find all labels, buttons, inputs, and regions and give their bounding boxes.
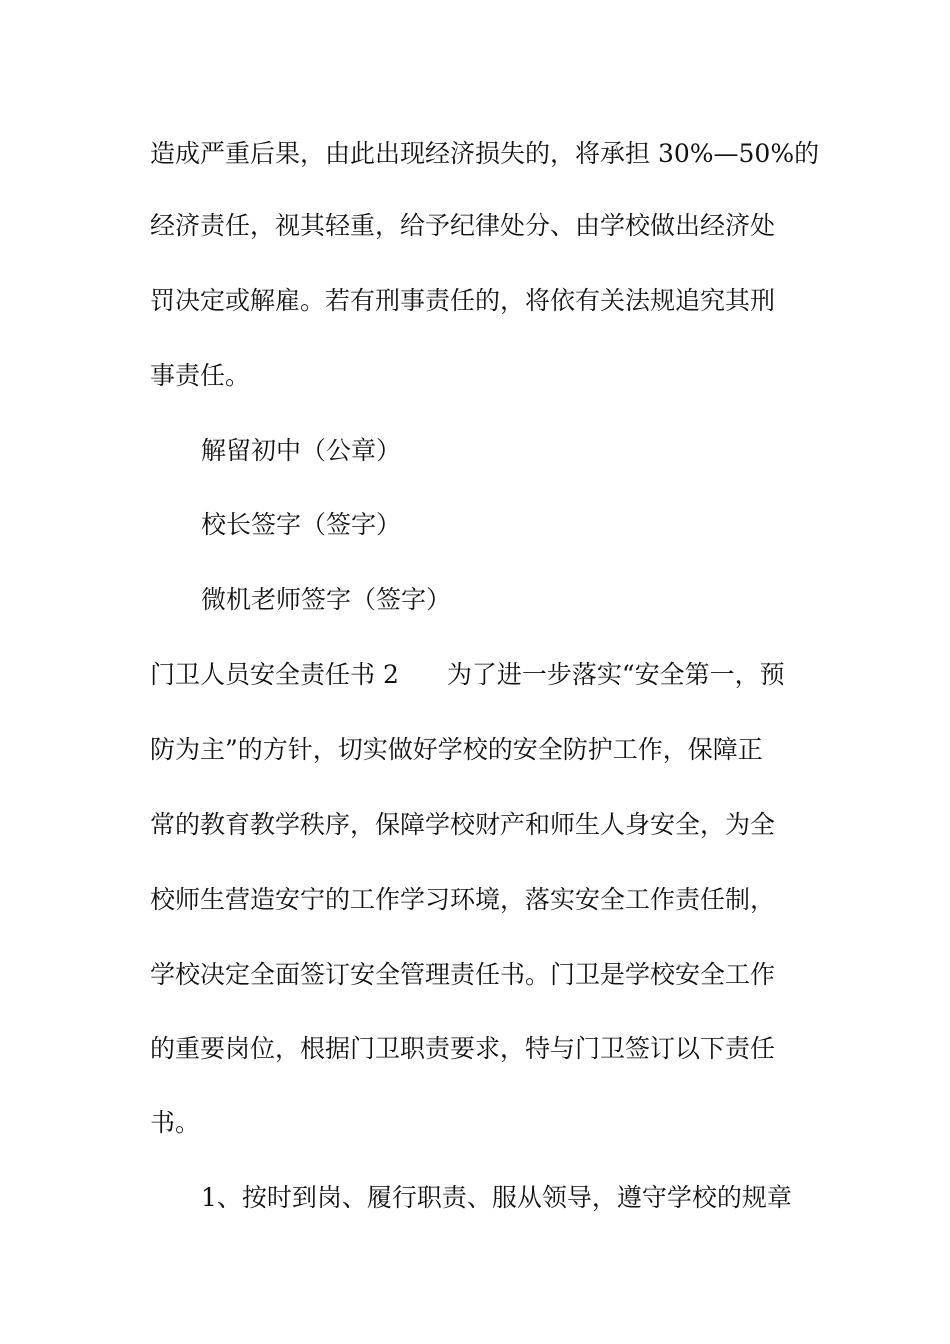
list-item: 1、按时到岗、履行职责、服从领导，遵守学校的规章 xyxy=(201,1183,792,1212)
section-heading-line xyxy=(150,660,785,690)
text-line: 经济责任，视其轻重，给予纪律处分、由学校做出经济处 xyxy=(150,211,776,240)
section-title: 门卫人员安全责任书 2 xyxy=(150,660,399,689)
text-line: 常的教育教学秩序，保障学校财产和师生人身安全，为全 xyxy=(150,810,776,839)
principal-signature-line: 校长签字（签字） xyxy=(201,510,402,539)
text-line: 书。 xyxy=(150,1108,201,1137)
seal-line: 解留初中（公章） xyxy=(201,436,402,465)
text-line: 为了进一步落实“安全第一，预 xyxy=(446,660,785,689)
text-line: 造成严重后果，由此出现经济损失的，将承担 30%—50%的 xyxy=(150,139,820,168)
text-line: 防为主”的方针，切实做好学校的安全防护工作，保障正 xyxy=(150,735,763,764)
text-line: 事责任。 xyxy=(150,361,251,390)
text-line: 的重要岗位，根据门卫职责要求，特与门卫签订以下责任 xyxy=(150,1034,776,1063)
text-line: 罚决定或解雇。若有刑事责任的，将依有关法规追究其刑 xyxy=(150,286,776,315)
text-line: 学校决定全面签订安全管理责任书。门卫是学校安全工作 xyxy=(150,960,776,989)
text-line: 校师生营造安宁的工作学习环境，落实安全工作责任制， xyxy=(150,885,776,914)
teacher-signature-line: 微机老师签字（签字） xyxy=(201,585,452,614)
